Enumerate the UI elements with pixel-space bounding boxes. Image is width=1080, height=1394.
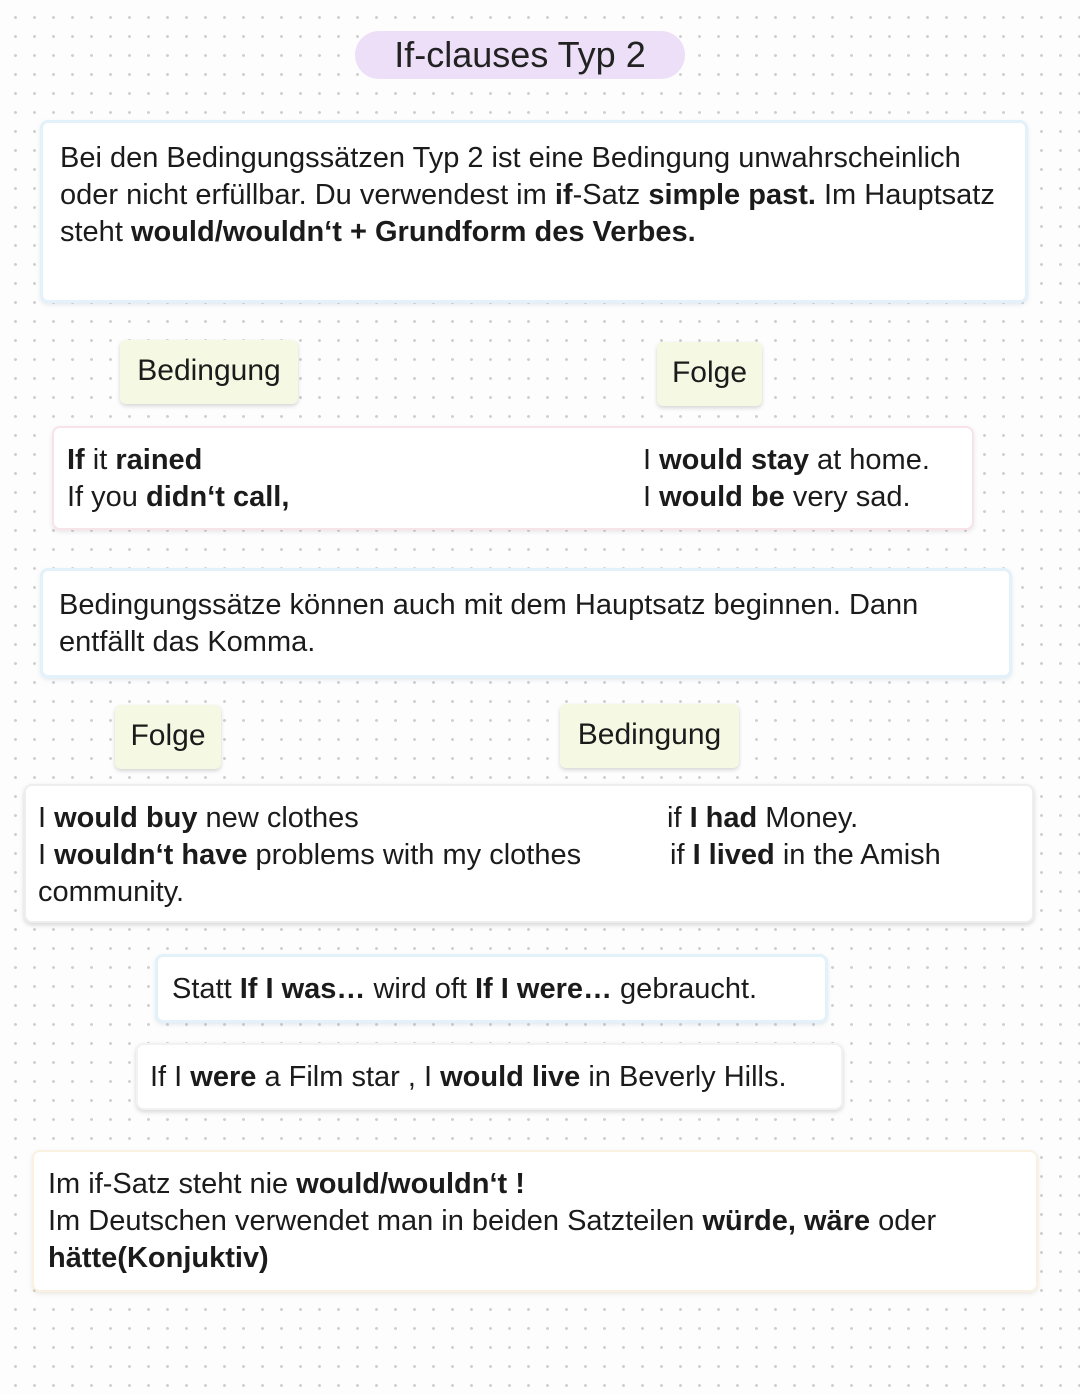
intro-bold-would: would/wouldn‘t + Grundform des Verbes. xyxy=(130,216,696,248)
example-1-condition-2: If you didn‘t call, xyxy=(67,481,290,513)
example-2-condition-2: if I lived in the Amish xyxy=(670,839,941,871)
tip-text: Statt If I was… wird oft If I were… gebraucht. xyxy=(172,973,758,1005)
example-2-box xyxy=(24,784,1034,923)
intro-box xyxy=(40,120,1028,303)
example-1-conditions xyxy=(67,442,289,516)
example-1-condition-1: If it rained xyxy=(67,444,203,476)
note-2-text: Im if-Satz steht nie would/wouldn‘t ! Im Deutschen verwendet man in beiden Satzteilen würde, wäre oder hätte(Konjuktiv) xyxy=(48,1168,937,1274)
tip-box xyxy=(155,954,828,1023)
example-1-box xyxy=(52,426,974,530)
example-2-consequences xyxy=(38,800,658,911)
intro-text-3: Im Hauptsatz steht xyxy=(60,179,995,248)
note-1-text: Bedingungssätze können auch mit dem Hauptsatz beginnen. Dann entfällt das Komma. xyxy=(59,589,919,658)
label-condition-1: Bedingung xyxy=(120,340,298,404)
intro-text xyxy=(60,140,1008,251)
example-2-consequence-2-cont: community. xyxy=(38,876,185,908)
note-1-box xyxy=(40,568,1012,678)
example-3-box xyxy=(136,1043,843,1110)
intro-bold-simple-past: simple past. xyxy=(648,179,816,211)
label-consequence-1: Folge xyxy=(657,342,762,406)
example-1-consequences xyxy=(643,442,930,516)
example-2-consequence-1: I would buy new clothes xyxy=(38,802,359,834)
example-3-text: If I were a Film star , I would live in Beverly Hills. xyxy=(150,1061,787,1093)
example-2-consequence-2: I wouldn‘t have problems with my clothes xyxy=(38,839,582,871)
example-1-consequence-1: I would stay at home. xyxy=(643,444,930,476)
note-2-box xyxy=(32,1150,1038,1292)
example-2-conditions xyxy=(667,800,941,874)
example-1-consequence-2: I would be very sad. xyxy=(643,481,911,513)
intro-text-1: Bei den Bedingungssätzen Typ 2 ist eine Bedingung unwahrscheinlich oder nicht erfüllbar. Du verwendest im xyxy=(60,142,961,211)
intro-text-2: -Satz xyxy=(572,179,649,211)
label-condition-2: Bedingung xyxy=(560,704,739,768)
page-title: If-clauses Typ 2 xyxy=(355,31,685,79)
example-2-condition-1: if I had Money. xyxy=(667,802,859,834)
intro-bold-if: if xyxy=(554,179,573,211)
label-consequence-2: Folge xyxy=(115,705,221,769)
